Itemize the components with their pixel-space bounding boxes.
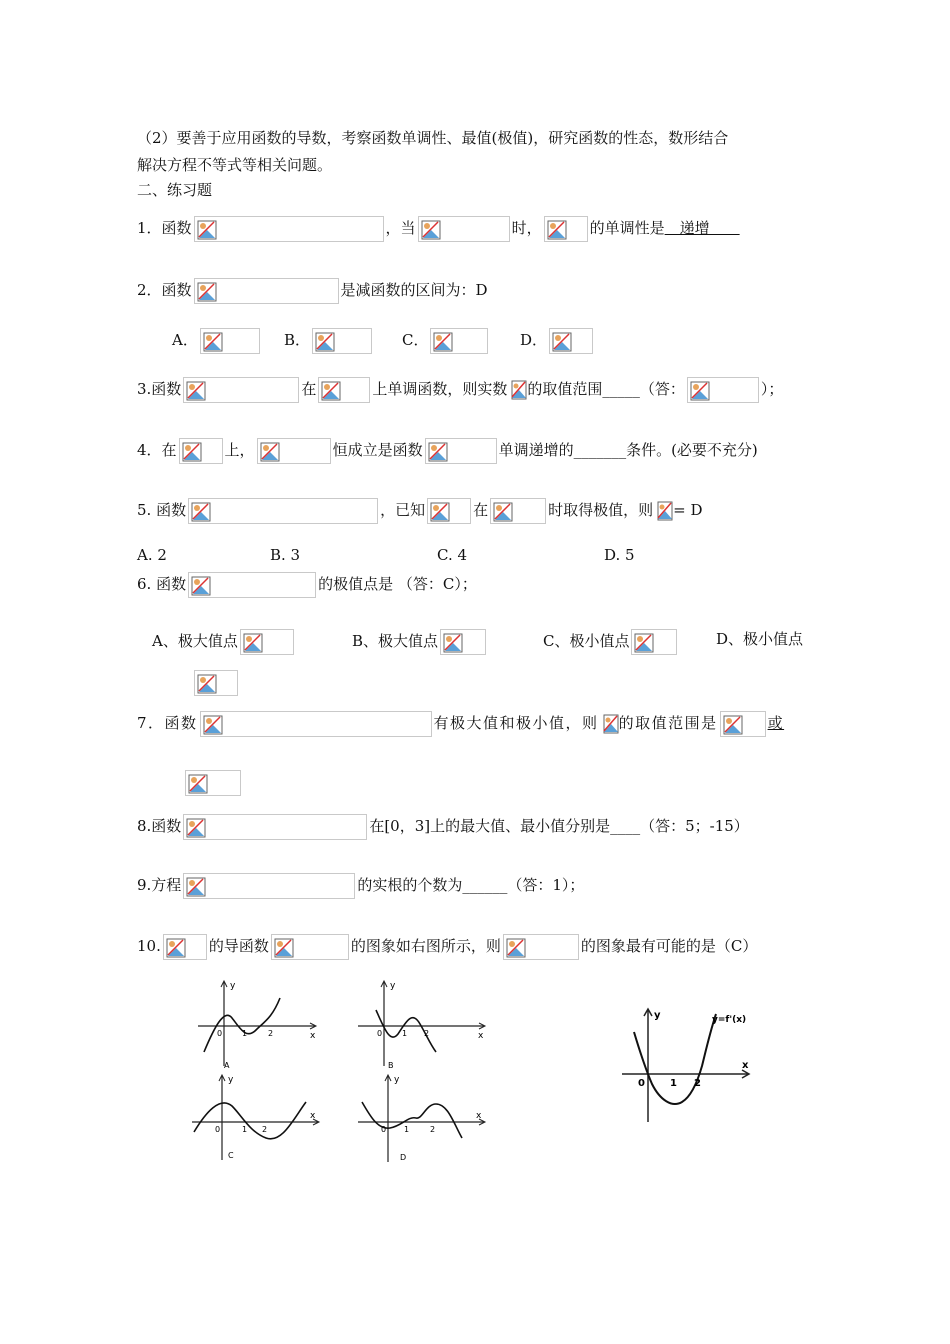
axis-y-label: y [230,981,236,991]
svg-text:x: x [742,1060,749,1071]
broken-image-icon [188,572,316,598]
broken-image-icon [318,377,370,403]
derivative-graph-label: y=f'(x) [712,1015,747,1025]
broken-image-icon [720,711,766,737]
broken-image-icon [194,216,384,242]
svg-text:0: 0 [215,1125,221,1134]
broken-image-icon [544,216,588,242]
graph-label-b: B [388,1061,394,1070]
q6-option-c: C、极小值点 [543,629,679,655]
broken-image-icon [200,328,260,354]
broken-image-icon [490,498,546,524]
svg-text:2: 2 [268,1029,274,1038]
q2-option-d: D． [520,328,595,354]
intro-line-2: 解决方程不等式等相关问题。 [137,156,333,174]
q5-option-b: B. 3 [270,546,301,564]
graph-label-c: C [228,1151,234,1160]
graph-a [190,978,320,1074]
question-2: 2．函数 是减函数的区间为：D [137,278,488,304]
broken-image-icon [179,438,223,464]
svg-text:1: 1 [242,1029,248,1038]
q6-option-b: B、极大值点 [352,629,488,655]
q7-answer-image [183,770,243,796]
broken-image-icon [183,814,367,840]
q5-option-c: C. 4 [437,546,468,564]
broken-image-icon [163,934,207,960]
broken-image-icon [687,377,759,403]
broken-image-icon [418,216,510,242]
svg-text:0: 0 [638,1078,645,1089]
question-10: 10. 的导函数 的图象如右图所示，则 的图象最有可能的是（C） [137,934,757,960]
broken-image-icon [257,438,331,464]
broken-image-icon [549,328,593,354]
broken-image-icon [425,438,497,464]
broken-image-icon [503,934,579,960]
broken-image-icon [194,670,238,696]
question-9: 9.方程 的实根的个数为______（答：1）； [137,873,584,899]
graph-label-a: A [224,1061,230,1070]
graph-c [190,1072,324,1166]
question-7: 7．函数 有极大值和极小值，则 的取值范围是 或 [137,711,784,737]
broken-image-icon [509,377,525,403]
q2-option-a: A． [172,328,262,354]
svg-text:y: y [394,1075,400,1085]
broken-image-icon [183,377,299,403]
question-4: 4．在 上， 恒成立是函数 单调递增的_______条件。(必要不充分) [137,438,758,464]
question-3: 3.函数 在 上单调函数，则实数 的取值范围_____（答： ）； [137,377,783,403]
svg-text:1: 1 [670,1078,677,1089]
broken-image-icon [427,498,471,524]
broken-image-icon [631,629,677,655]
q6-option-d-image [192,670,240,696]
svg-text:x: x [476,1111,482,1121]
svg-text:x: x [478,1031,484,1041]
q5-option-d: D. 5 [604,546,635,564]
broken-image-icon [188,498,378,524]
svg-text:0: 0 [381,1125,387,1134]
broken-image-icon [312,328,372,354]
svg-text:1: 1 [404,1125,410,1134]
q6-option-a: A、极大值点 [152,629,296,655]
intro-line-1: （2）要善于应用函数的导数，考察函数单调性、最值(极值)，研究函数的性态，数形结合 [137,129,729,147]
broken-image-icon [183,873,355,899]
broken-image-icon [655,498,671,524]
q6-option-d: D、极小值点 [716,630,804,648]
q2-option-b: B． [284,328,374,354]
graph-label-d: D [400,1153,407,1162]
svg-text:2: 2 [424,1029,430,1038]
graph-d [356,1072,490,1168]
broken-image-icon [271,934,349,960]
svg-text:2: 2 [430,1125,436,1134]
svg-text:y: y [654,1010,661,1021]
question-5: 5. 函数 ，已知 在 时取得极值，则 = D [137,498,703,524]
svg-text:2: 2 [262,1125,268,1134]
svg-text:0: 0 [377,1029,383,1038]
svg-text:1: 1 [242,1125,248,1134]
broken-image-icon [430,328,488,354]
q5-option-a: A. 2 [137,546,167,564]
broken-image-icon [194,278,339,304]
question-1: 1．函数 ，当 时， 的单调性是 递增 [137,216,740,242]
broken-image-icon [240,629,294,655]
broken-image-icon [601,711,617,737]
derivative-graph [620,1006,756,1130]
broken-image-icon [200,711,432,737]
svg-text:x: x [310,1111,316,1121]
section-title: 二、练习题 [137,181,213,199]
svg-text:0: 0 [217,1029,223,1038]
svg-text:y: y [228,1075,234,1085]
svg-text:y: y [390,981,396,991]
svg-text:2: 2 [694,1078,701,1089]
question-8: 8.函数 在[0，3]上的最大值、最小值分别是____（答：5；-15） [137,814,749,840]
axis-x-label: x [310,1031,316,1041]
graph-b [354,978,488,1074]
question-6: 6. 函数 的极值点是 （答：C）； [137,572,477,598]
broken-image-icon [185,770,241,796]
svg-text:1: 1 [402,1029,408,1038]
q2-option-c: C． [402,328,490,354]
broken-image-icon [440,629,486,655]
q1-answer: 递增 [664,219,740,237]
